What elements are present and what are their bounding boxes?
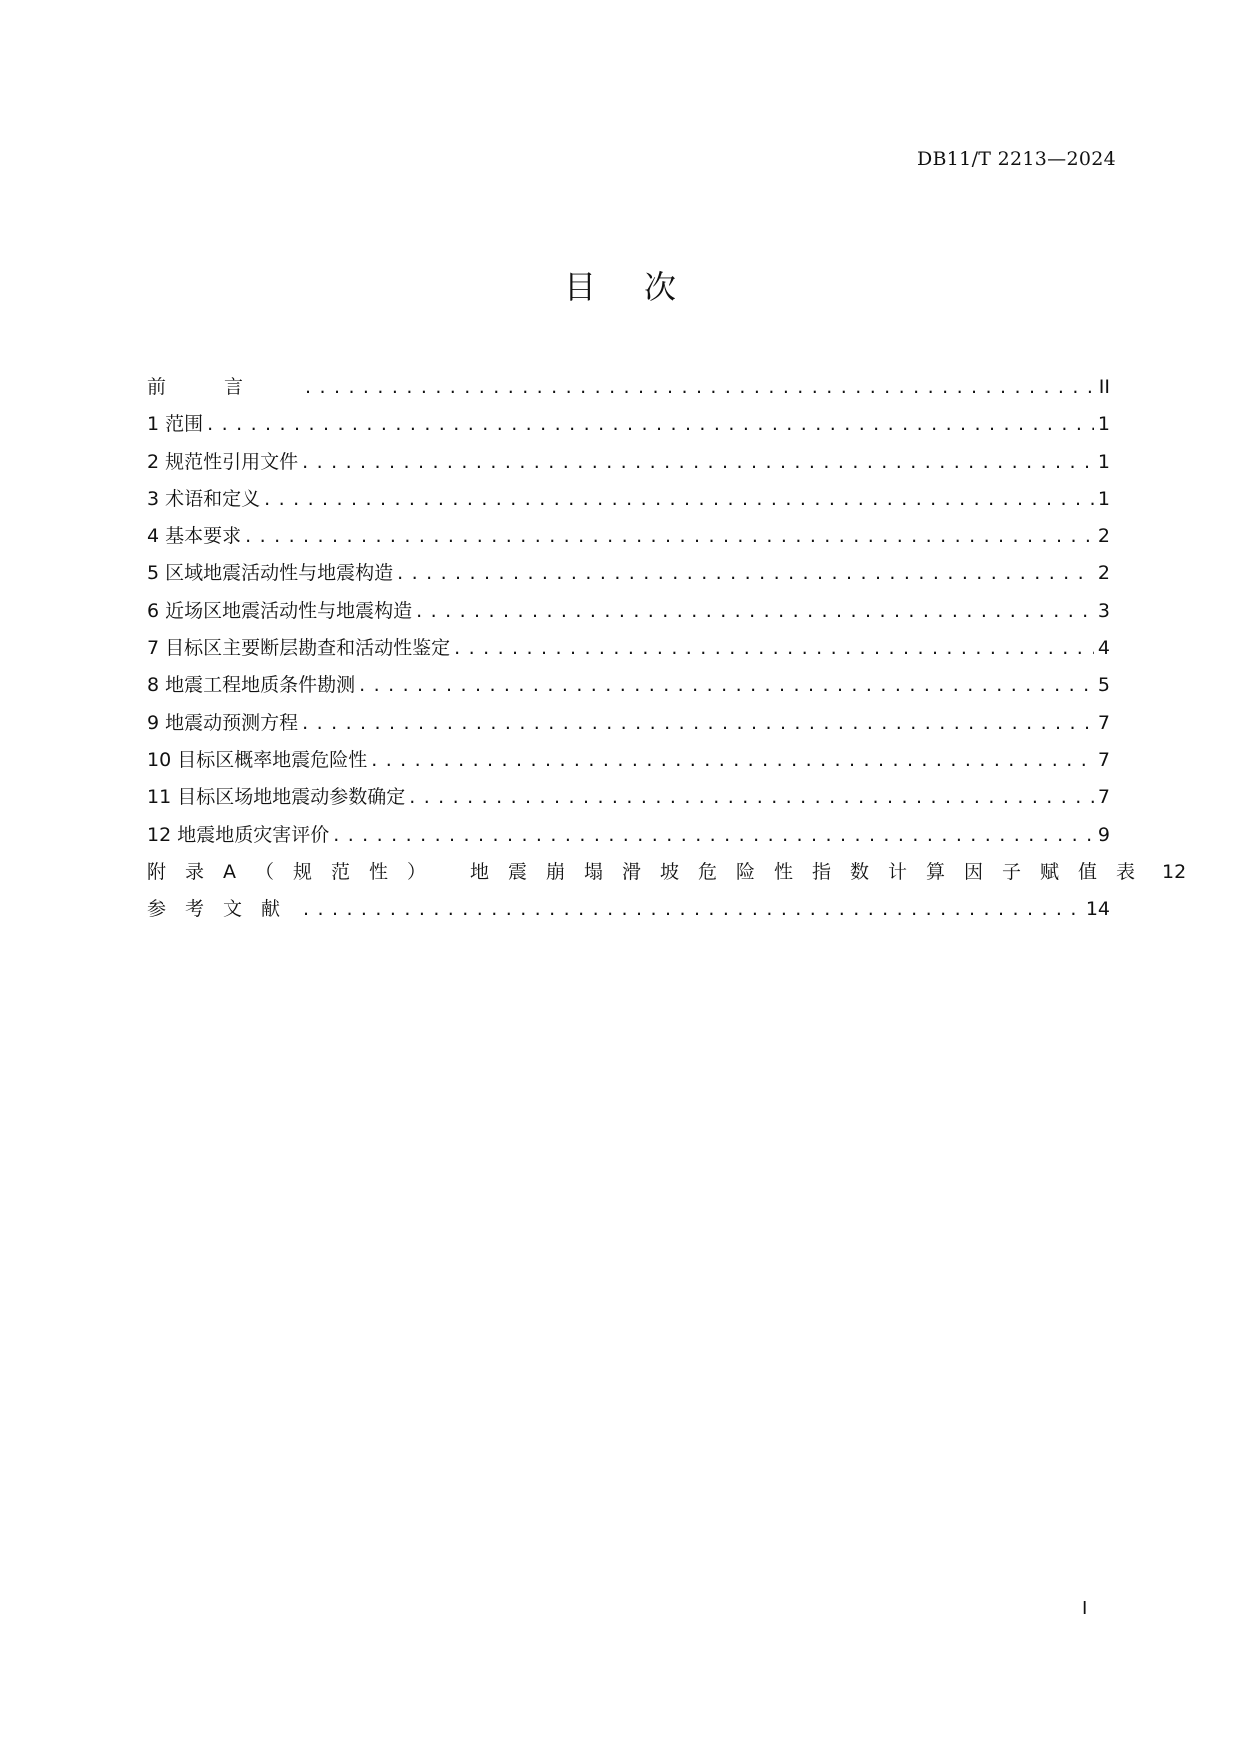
- page-number: I: [1082, 1598, 1088, 1619]
- toc-entry-page: 2: [1097, 562, 1110, 585]
- toc-entry-page: 7: [1097, 711, 1110, 734]
- document-code: DB11/T 2213—2024: [917, 148, 1116, 170]
- toc-dot-leader: [454, 630, 1094, 667]
- toc-entry-normative-references[interactable]: [147, 444, 1110, 481]
- toc-entry-site-parameters[interactable]: [147, 779, 1110, 816]
- toc-entry-page: II: [1098, 376, 1110, 398]
- toc-dot-leader: [264, 481, 1094, 518]
- toc-entry-foreword[interactable]: [147, 369, 1110, 406]
- toc-entry-title: 3 术语和定义: [147, 487, 261, 510]
- toc-entry-engineering-geology[interactable]: [147, 667, 1110, 704]
- toc-entry-ground-motion-equations[interactable]: [147, 705, 1110, 742]
- toc-entry-title: 2 规范性引用文件: [147, 450, 299, 473]
- toc-dot-leader: [245, 518, 1094, 555]
- toc-entry-title: 7 目标区主要断层勘查和活动性鉴定: [147, 637, 451, 660]
- toc-entry-regional-seismicity[interactable]: [147, 555, 1110, 592]
- toc-entry-probabilistic-hazard[interactable]: [147, 742, 1110, 779]
- toc-entry-title: 12 地震地质灾害评价: [147, 823, 330, 846]
- toc-entry-page: 7: [1097, 748, 1110, 771]
- toc-entry-scope[interactable]: [147, 406, 1110, 443]
- toc-entry-title: 4 基本要求: [147, 525, 242, 548]
- toc-list: [147, 369, 1187, 928]
- toc-heading: 目次: [563, 268, 724, 306]
- toc-entry-title: 11 目标区场地地震动参数确定: [147, 786, 406, 809]
- toc-entry-page: 1: [1097, 487, 1110, 510]
- toc-dot-leader: [409, 779, 1094, 816]
- toc-entry-bibliography[interactable]: [147, 891, 1110, 928]
- toc-entry-page: 3: [1097, 599, 1110, 622]
- toc-entry-page: 5: [1097, 674, 1110, 697]
- toc-entry-title: 9 地震动预测方程: [147, 711, 299, 734]
- toc-entry-terms-definitions[interactable]: [147, 481, 1110, 518]
- toc-entry-geological-hazard[interactable]: [147, 817, 1110, 854]
- toc-entry-page: 2: [1097, 525, 1110, 548]
- toc-dot-leader: [303, 891, 1082, 928]
- toc-dot-leader: [371, 742, 1094, 779]
- toc-entry-appendix-a[interactable]: [147, 854, 1187, 891]
- toc-entry-title: 10 目标区概率地震危险性: [147, 748, 368, 771]
- toc-dot-leader: [416, 593, 1094, 630]
- toc-dot-leader: [333, 817, 1094, 854]
- toc-entry-page: 4: [1097, 637, 1110, 660]
- toc-entry-title: 1 范围: [147, 413, 204, 436]
- toc-entry-page: 1: [1097, 413, 1110, 436]
- toc-dot-leader: [302, 705, 1094, 742]
- toc-dot-leader: [397, 555, 1094, 592]
- toc-dot-leader: [305, 369, 1095, 406]
- toc-entry-page: 12: [1162, 860, 1187, 883]
- toc-entry-page: 9: [1097, 823, 1110, 846]
- toc-dot-leader: [302, 444, 1094, 481]
- toc-entry-title: 8 地震工程地质条件勘测: [147, 674, 356, 697]
- toc-entry-title: 参考文献: [147, 898, 300, 921]
- toc-entry-title: 附录A（规范性） 地震崩塌滑坡危险性指数计算因子赋值表: [147, 860, 1155, 883]
- toc-entry-title: 5 区域地震活动性与地震构造: [147, 562, 394, 585]
- toc-entry-fault-survey[interactable]: [147, 630, 1110, 667]
- toc-dot-leader: [359, 667, 1094, 704]
- toc-entry-page: 7: [1097, 786, 1110, 809]
- toc-dot-leader: [207, 406, 1094, 443]
- toc-entry-page: 14: [1085, 898, 1110, 921]
- toc-entry-basic-requirements[interactable]: [147, 518, 1110, 555]
- toc-entry-title: 前言: [147, 376, 302, 398]
- toc-entry-title: 6 近场区地震活动性与地震构造: [147, 599, 413, 622]
- toc-entry-near-field-seismicity[interactable]: [147, 593, 1110, 630]
- toc-entry-page: 1: [1097, 450, 1110, 473]
